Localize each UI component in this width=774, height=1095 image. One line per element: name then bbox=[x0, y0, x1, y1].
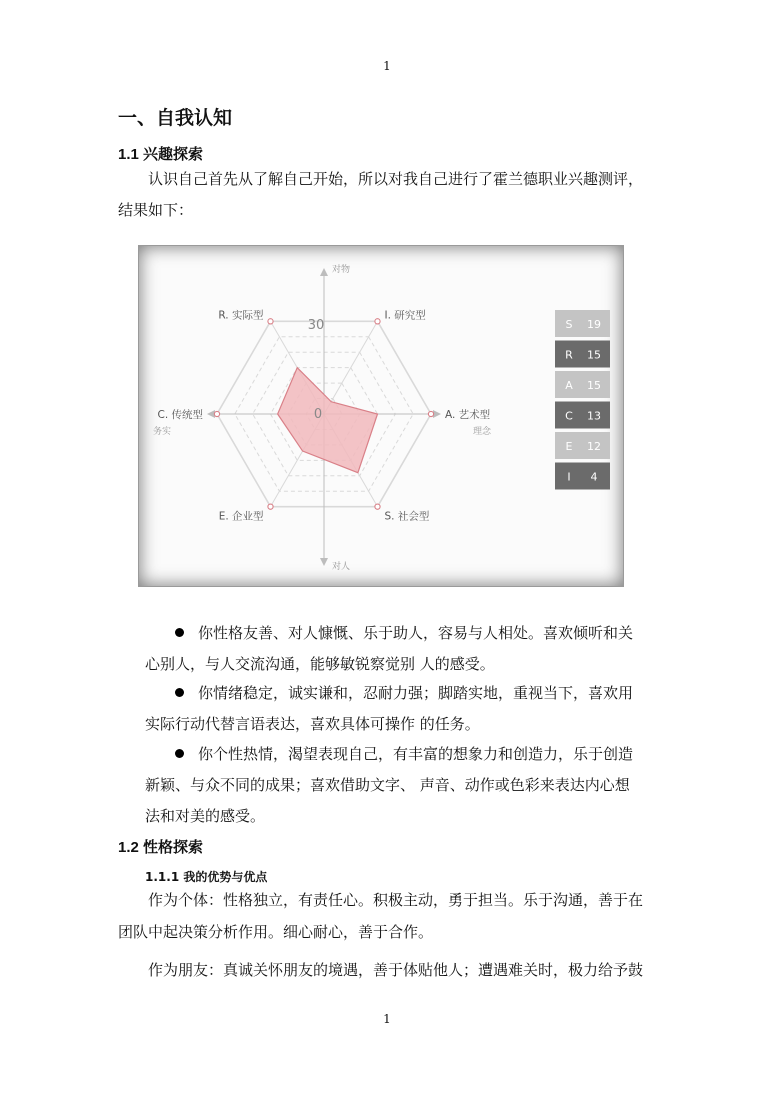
radar-vertex-marker bbox=[375, 504, 380, 509]
bullet-1-line-2: 心别人，与人交流沟通，能够敏锐察觉别 人的感受。 bbox=[145, 655, 495, 673]
arrow-right-icon bbox=[433, 410, 441, 418]
arrow-up-icon bbox=[320, 268, 328, 276]
direction-label-right: 理念 bbox=[473, 427, 492, 437]
score-legend bbox=[555, 310, 610, 490]
legend-code: S bbox=[565, 318, 573, 331]
legend-box bbox=[555, 310, 610, 337]
legend-value: 19 bbox=[587, 318, 601, 331]
subsubsection-title-strengths: 1.1.1 我的优势与优点 bbox=[145, 870, 268, 884]
legend-box bbox=[555, 432, 610, 459]
legend-value: 13 bbox=[587, 409, 601, 423]
radar-axis-label: E. 企业型 bbox=[218, 510, 264, 523]
radar-vertex-marker bbox=[428, 411, 433, 416]
legend-code: A bbox=[565, 379, 573, 392]
legend-value: 4 bbox=[590, 470, 598, 484]
bullet-2-line-2: 实际行动代替言语表达，喜欢具体可操作 的任务。 bbox=[145, 715, 480, 733]
bullet-item-3 bbox=[175, 739, 692, 770]
legend-value: 12 bbox=[587, 440, 601, 453]
section-title: 一、自我认知 bbox=[118, 107, 233, 129]
radar-axis-label: R. 实际型 bbox=[218, 309, 264, 322]
radar-axis-label: I. 研究型 bbox=[384, 309, 426, 322]
legend-value: 15 bbox=[587, 348, 601, 362]
arrow-left-icon bbox=[207, 410, 215, 418]
legend-code: E bbox=[565, 440, 573, 453]
bullet-item-2 bbox=[175, 678, 692, 709]
legend-code: I bbox=[567, 470, 571, 484]
radar-axis-label: A. 艺术型 bbox=[445, 409, 491, 421]
page-number-top: 1 bbox=[383, 59, 391, 73]
bullet-3-line-1: 你个性热情，渴望表现自己，有丰富的想象力和创造力，乐于创造 bbox=[198, 745, 634, 763]
bullet-item-1 bbox=[175, 618, 692, 649]
radar-axis-label: S. 社会型 bbox=[384, 510, 430, 523]
radar-vertex-marker bbox=[375, 319, 380, 324]
strengths-p1-line-1: 作为个体：性格独立，有责任心。积极主动，勇于担当。乐于沟通，善于在 bbox=[148, 891, 644, 909]
radar-vertex-marker bbox=[214, 411, 219, 416]
radar-axis-label: C. 传统型 bbox=[157, 409, 203, 421]
direction-label-left: 务实 bbox=[153, 427, 172, 437]
scale-label-min: 0 bbox=[313, 407, 323, 422]
bullet-dot-icon bbox=[175, 688, 184, 697]
radar-vertex-marker bbox=[268, 504, 273, 509]
legend-code: C bbox=[565, 409, 573, 423]
legend-box bbox=[555, 402, 610, 429]
holland-chart-frame bbox=[138, 245, 624, 587]
subsection-title-interest: 1.1 兴趣探索 bbox=[118, 146, 204, 163]
holland-radar-chart bbox=[139, 246, 623, 586]
subsection-title-personality: 1.2 性格探索 bbox=[118, 839, 204, 856]
legend-box bbox=[555, 463, 610, 490]
bullet-1-line-1: 你性格友善、对人慷慨、乐于助人，容易与人相处。喜欢倾听和关 bbox=[198, 624, 634, 642]
scale-label-max: 30 bbox=[307, 318, 325, 333]
legend-value: 15 bbox=[587, 379, 601, 392]
direction-label-bottom: 对人 bbox=[332, 562, 351, 572]
strengths-p1-line-2: 团队中起决策分析作用。细心耐心，善于合作。 bbox=[118, 923, 434, 941]
direction-label-top: 对物 bbox=[332, 265, 351, 275]
bullet-3-line-2: 新颖、与众不同的成果；喜欢借助文字、 声音、动作或色彩来表达内心想 bbox=[145, 776, 630, 794]
bullet-2-line-1: 你情绪稳定，诚实谦和，忍耐力强；脚踏实地，重视当下，喜欢用 bbox=[198, 684, 634, 702]
bullet-dot-icon bbox=[175, 628, 184, 637]
bullet-3-line-3: 法和对美的感受。 bbox=[145, 807, 266, 825]
legend-box bbox=[555, 371, 610, 398]
legend-code: R bbox=[565, 348, 573, 362]
arrow-down-icon bbox=[320, 558, 328, 566]
bullet-dot-icon bbox=[175, 749, 184, 758]
radar-vertex-marker bbox=[268, 319, 273, 324]
legend-box bbox=[555, 341, 610, 368]
strengths-p2-line-1: 作为朋友：真诚关怀朋友的境遇，善于体贴他人；遭遇难关时，极力给予鼓 bbox=[148, 961, 644, 979]
intro-line-2: 结果如下： bbox=[118, 201, 194, 219]
page-number-bottom: 1 bbox=[383, 1012, 391, 1026]
intro-line-1: 认识自己首先从了解自己开始，所以对我自己进行了霍兰德职业兴趣测评， bbox=[148, 170, 644, 188]
